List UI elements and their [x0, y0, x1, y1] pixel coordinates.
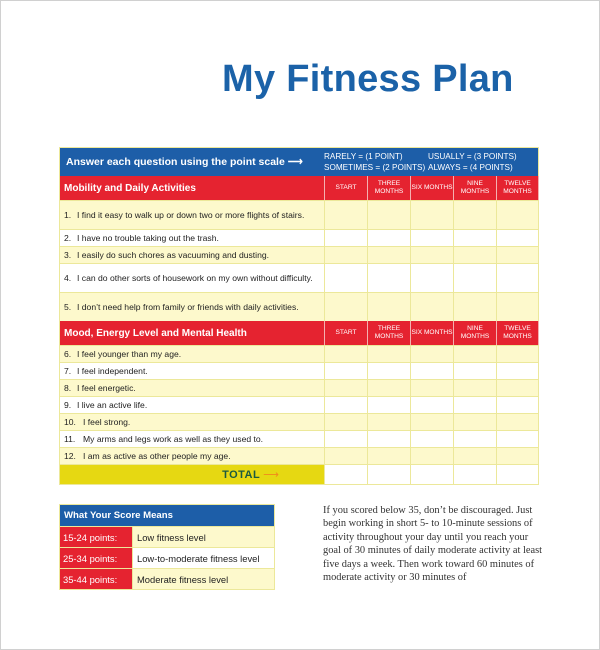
total-cell-three-months[interactable]: [368, 465, 411, 484]
question-text: My arms and legs work as well as they used to.: [83, 433, 264, 444]
fitness-level: Low-to-moderate fitness level: [133, 548, 274, 568]
question-number: 9.: [64, 399, 72, 410]
score-cell-twelve-months[interactable]: [497, 414, 539, 430]
score-range: 25-34 points:: [60, 548, 133, 568]
question-row: [60, 200, 538, 229]
question-number: 3.: [64, 249, 72, 260]
score-cell-three-months[interactable]: [368, 346, 411, 362]
score-cell-three-months[interactable]: [368, 264, 411, 292]
score-row: [60, 547, 274, 568]
page-title: My Fitness Plan: [222, 58, 514, 100]
score-cell-start[interactable]: [325, 264, 368, 292]
score-cell-three-months[interactable]: [368, 247, 411, 263]
question-text: I feel strong.: [83, 416, 131, 427]
score-cell-start[interactable]: [325, 448, 368, 464]
score-cell-six-months[interactable]: [411, 414, 454, 430]
score-cell-three-months[interactable]: [368, 230, 411, 246]
total-cell-start[interactable]: [325, 465, 368, 484]
score-cell-nine-months[interactable]: [454, 230, 497, 246]
score-table-heading: What Your Score Means: [60, 505, 274, 526]
score-cell-three-months[interactable]: [368, 201, 411, 229]
score-cell-six-months[interactable]: [411, 397, 454, 413]
score-cell-twelve-months[interactable]: [497, 230, 539, 246]
score-cell-three-months[interactable]: [368, 414, 411, 430]
advice-paragraph: If you scored below 35, don’t be discouraged. Just begin working in short 5- to 10-minute sessions of activity throughout your day until you reach your goal of 30 minutes of daily moderate activity at least five days a week. Then work toward 60 minutes of moderate activity or 30 minutes of: [323, 505, 543, 584]
question-number: 10.: [64, 416, 76, 427]
score-cell-twelve-months[interactable]: [497, 431, 539, 447]
question-number: 8.: [64, 382, 72, 393]
total-cell-twelve-months[interactable]: [497, 465, 539, 484]
question-text: I feel energetic.: [77, 382, 136, 393]
section-header-mobility: [60, 176, 538, 200]
score-cell-twelve-months[interactable]: [497, 448, 539, 464]
score-cell-three-months[interactable]: [368, 380, 411, 396]
question-number: 2.: [64, 232, 72, 243]
instruction-header: [60, 148, 538, 176]
score-cell-twelve-months[interactable]: [497, 346, 539, 362]
question-text: I easily do such chores as vacuuming and dusting.: [77, 249, 270, 260]
question-row: [60, 292, 538, 321]
question-row: [60, 246, 538, 263]
fitness-questionnaire-table: [59, 147, 539, 485]
question-text: I don’t need help from family or friends with daily activities.: [77, 301, 299, 312]
score-cell-start[interactable]: [325, 397, 368, 413]
question-row: [60, 263, 538, 292]
col-nine-months: NINE MONTHS: [454, 321, 497, 345]
question-number: 12.: [64, 450, 76, 461]
question-row: [60, 362, 538, 379]
score-cell-start[interactable]: [325, 414, 368, 430]
score-cell-twelve-months[interactable]: [497, 363, 539, 379]
score-cell-six-months[interactable]: [411, 247, 454, 263]
question-number: 7.: [64, 365, 72, 376]
score-cell-twelve-months[interactable]: [497, 380, 539, 396]
score-cell-six-months[interactable]: [411, 448, 454, 464]
question-row: [60, 396, 538, 413]
question-number: 1.: [64, 209, 72, 220]
total-label: TOTAL: [222, 468, 261, 481]
question-text: I find it easy to walk up or down two or more flights of stairs.: [77, 209, 305, 220]
col-six-months: SIX MONTHS: [411, 321, 454, 345]
score-range: 35-44 points:: [60, 569, 133, 589]
question-number: 11.: [64, 433, 76, 444]
score-cell-nine-months[interactable]: [454, 293, 497, 321]
total-cell-six-months[interactable]: [411, 465, 454, 484]
score-cell-start[interactable]: [325, 346, 368, 362]
score-cell-nine-months[interactable]: [454, 448, 497, 464]
score-cell-three-months[interactable]: [368, 397, 411, 413]
col-start: START: [325, 321, 368, 345]
score-cell-nine-months[interactable]: [454, 431, 497, 447]
point-scale-legend: [320, 151, 538, 173]
fitness-level: Moderate fitness level: [137, 573, 229, 585]
score-range: 15-24 points:: [60, 527, 133, 547]
question-text: I am as active as other people my age.: [83, 450, 231, 461]
question-text: I live an active life.: [77, 399, 148, 410]
section-title: Mobility and Daily Activities: [60, 176, 325, 200]
score-cell-start[interactable]: [325, 201, 368, 229]
question-row: [60, 430, 538, 447]
score-cell-nine-months[interactable]: [454, 201, 497, 229]
score-row: [60, 568, 274, 589]
score-cell-six-months[interactable]: [411, 431, 454, 447]
scale-rarely: RARELY = (1 POINT): [324, 152, 403, 161]
scale-always: ALWAYS = (4 POINTS): [428, 163, 513, 172]
question-number: 5.: [64, 301, 72, 312]
score-cell-start[interactable]: [325, 230, 368, 246]
total-row: [60, 464, 538, 484]
instruction-text: Answer each question using the point scale ⟶: [66, 156, 303, 168]
question-row: [60, 413, 538, 430]
score-cell-nine-months[interactable]: [454, 380, 497, 396]
score-cell-six-months[interactable]: [411, 230, 454, 246]
score-cell-twelve-months[interactable]: [497, 293, 539, 321]
fitness-level: Low fitness level: [137, 531, 206, 543]
score-cell-three-months[interactable]: [368, 293, 411, 321]
section-title: Mood, Energy Level and Mental Health: [60, 321, 325, 345]
score-cell-six-months[interactable]: [411, 201, 454, 229]
score-cell-nine-months[interactable]: [454, 397, 497, 413]
col-nine-months: NINE MONTHS: [454, 176, 497, 200]
score-cell-twelve-months[interactable]: [497, 397, 539, 413]
arrow-right-icon: ⟶: [263, 468, 279, 481]
question-text: I feel younger than my age.: [77, 348, 182, 359]
col-six-months: SIX MONTHS: [411, 176, 454, 200]
score-cell-start[interactable]: [325, 431, 368, 447]
section-header-mood: [60, 321, 538, 345]
score-cell-twelve-months[interactable]: [497, 247, 539, 263]
score-cell-start[interactable]: [325, 293, 368, 321]
col-three-months: THREE MONTHS: [368, 321, 411, 345]
score-cell-twelve-months[interactable]: [497, 201, 539, 229]
score-cell-nine-months[interactable]: [454, 414, 497, 430]
score-cell-start[interactable]: [325, 247, 368, 263]
question-number: 4.: [64, 272, 72, 283]
scale-usually: USUALLY = (3 POINTS): [428, 152, 517, 161]
score-cell-start[interactable]: [325, 380, 368, 396]
score-cell-nine-months[interactable]: [454, 264, 497, 292]
total-label-cell: [60, 465, 325, 484]
question-row: [60, 229, 538, 246]
question-row: [60, 379, 538, 396]
total-cell-nine-months[interactable]: [454, 465, 497, 484]
question-number: 6.: [64, 348, 72, 359]
question-row: [60, 345, 538, 362]
scale-sometimes: SOMETIMES = (2 POINTS): [324, 163, 426, 172]
col-twelve-months: TWELVE MONTHS: [497, 321, 539, 345]
score-cell-three-months[interactable]: [368, 431, 411, 447]
score-row: [60, 526, 274, 547]
score-cell-nine-months[interactable]: [454, 247, 497, 263]
col-twelve-months: TWELVE MONTHS: [497, 176, 539, 200]
score-cell-three-months[interactable]: [368, 363, 411, 379]
question-row: [60, 447, 538, 464]
score-cell-six-months[interactable]: [411, 293, 454, 321]
score-cell-nine-months[interactable]: [454, 363, 497, 379]
score-cell-six-months[interactable]: [411, 264, 454, 292]
question-text: I have no trouble taking out the trash.: [77, 232, 219, 243]
score-cell-six-months[interactable]: [411, 346, 454, 362]
score-cell-three-months[interactable]: [368, 448, 411, 464]
col-three-months: THREE MONTHS: [368, 176, 411, 200]
score-cell-six-months[interactable]: [411, 363, 454, 379]
col-start: START: [325, 176, 368, 200]
question-text: I can do other sorts of housework on my own without difficulty.: [77, 272, 313, 283]
score-cell-six-months[interactable]: [411, 380, 454, 396]
question-text: I feel independent.: [77, 365, 148, 376]
score-meaning-table: [59, 504, 275, 590]
score-cell-start[interactable]: [325, 363, 368, 379]
score-cell-nine-months[interactable]: [454, 346, 497, 362]
score-cell-twelve-months[interactable]: [497, 264, 539, 292]
